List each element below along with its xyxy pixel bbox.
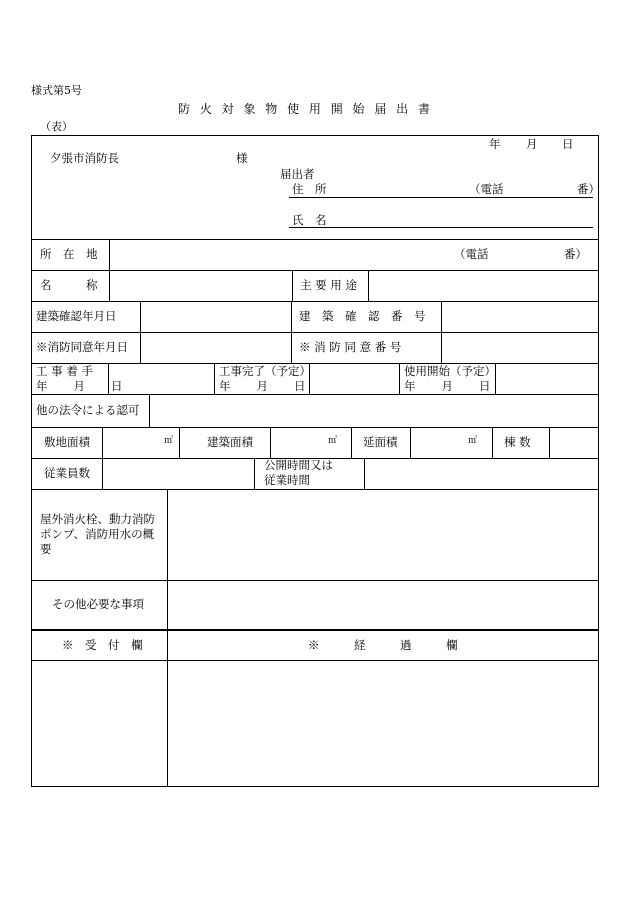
- reception-column-label: ※ 受 付 欄: [62, 638, 143, 652]
- location-label: 所 在 地: [40, 247, 98, 261]
- construction-complete-ymd: 年 月 日: [219, 379, 307, 393]
- total-floor-area-label: 延面積: [363, 435, 398, 449]
- applicant-name-label: 氏 名: [292, 213, 327, 227]
- other-matters-label: その他必要な事項: [52, 597, 144, 611]
- addressee-honorific: 様: [236, 151, 248, 165]
- open-hours-label-2: 従業時間: [264, 473, 310, 487]
- day-label: 日: [562, 137, 574, 151]
- name-underline: [289, 227, 593, 228]
- build-confirm-date-label: 建築確認年月日: [36, 309, 117, 323]
- name-label: 名 称: [40, 278, 98, 292]
- employees-label: 従業員数: [44, 466, 90, 480]
- location-phone-close: 番）: [564, 247, 587, 261]
- construction-start-label: 工 事 着 手: [36, 364, 93, 378]
- addressee: 夕張市消防長: [50, 151, 119, 165]
- address-underline: [289, 197, 593, 198]
- use-start-label: 使用開始（予定）: [404, 364, 496, 378]
- construction-complete-label: 工事完了（予定）: [219, 364, 311, 378]
- fire-consent-date-label: ※消防同意年月日: [36, 340, 128, 354]
- applicant-address-label: 住 所: [292, 182, 327, 196]
- use-start-ymd: 年 月 日: [404, 379, 492, 393]
- page-title: 防 火 対 象 物 使 用 開 始 届 出 書: [178, 102, 433, 116]
- site-area-label: 敷地面積: [44, 435, 90, 449]
- open-hours-label-1: 公開時間又は: [264, 458, 333, 472]
- hydrant-label-2: ポンプ、消防用水の概: [40, 527, 155, 541]
- year-label: 年: [489, 137, 501, 151]
- applicant-phone-open: （電話: [469, 182, 504, 196]
- hydrant-label-3: 要: [40, 542, 52, 556]
- form-number: 様式第5号: [31, 84, 82, 97]
- build-confirm-number-label: 建 築 確 認 番 号: [299, 309, 426, 323]
- construction-start-ymd: 年 月 日: [36, 379, 124, 393]
- hydrant-label-1: 屋外消火栓、動力消防: [40, 512, 155, 526]
- total-floor-area-unit: ㎡: [468, 436, 478, 446]
- building-area-label: 建築面積: [207, 435, 253, 449]
- fire-consent-number-label: ※ 消 防 同 意 番 号: [299, 340, 402, 354]
- building-area-unit: ㎡: [328, 436, 338, 446]
- applicant-phone-close: 番）: [577, 182, 600, 196]
- building-count-label: 棟 数: [504, 435, 531, 449]
- other-law-label: 他の法令による認可: [36, 403, 140, 417]
- applicant-label: 届出者: [280, 167, 315, 181]
- month-label: 月: [526, 137, 538, 151]
- application-form: [31, 135, 599, 787]
- main-use-label: 主 要 用 途: [300, 278, 357, 292]
- side-label: （表）: [40, 120, 73, 133]
- site-area-unit: ㎡: [164, 436, 174, 446]
- location-phone-open: （電話: [454, 247, 489, 261]
- progress-column-label: ※ 経 過 欄: [308, 638, 458, 652]
